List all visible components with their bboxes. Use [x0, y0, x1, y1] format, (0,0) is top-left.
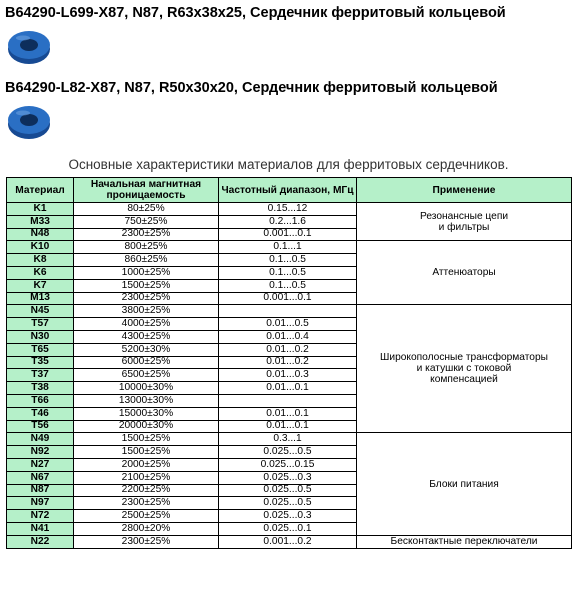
- permeability-cell: 13000±30%: [74, 394, 219, 407]
- material-cell: M13: [7, 292, 74, 305]
- frequency-cell: 0.01...0.2: [219, 356, 357, 369]
- permeability-cell: 800±25%: [74, 241, 219, 254]
- frequency-cell: 0.025...0.5: [219, 446, 357, 459]
- permeability-cell: 4300±25%: [74, 330, 219, 343]
- permeability-cell: 2500±25%: [74, 510, 219, 523]
- frequency-cell: 0.025...0.5: [219, 497, 357, 510]
- frequency-cell: 0.001...0.2: [219, 535, 357, 548]
- material-cell: N72: [7, 510, 74, 523]
- material-cell: N27: [7, 458, 74, 471]
- permeability-cell: 2300±25%: [74, 292, 219, 305]
- permeability-cell: 15000±30%: [74, 407, 219, 420]
- frequency-cell: [219, 394, 357, 407]
- material-cell: N41: [7, 522, 74, 535]
- frequency-cell: 0.1...0.5: [219, 279, 357, 292]
- frequency-cell: 0.01...0.1: [219, 420, 357, 433]
- permeability-cell: 6000±25%: [74, 356, 219, 369]
- frequency-cell: 0.01...0.5: [219, 318, 357, 331]
- material-cell: T65: [7, 343, 74, 356]
- permeability-cell: 2000±25%: [74, 458, 219, 471]
- permeability-cell: 2300±25%: [74, 535, 219, 548]
- material-cell: N97: [7, 497, 74, 510]
- material-cell: N48: [7, 228, 74, 241]
- material-cell: T56: [7, 420, 74, 433]
- permeability-cell: 2200±25%: [74, 484, 219, 497]
- material-cell: N45: [7, 305, 74, 318]
- permeability-cell: 2800±20%: [74, 522, 219, 535]
- permeability-cell: 1500±25%: [74, 279, 219, 292]
- frequency-cell: 0.01...0.1: [219, 382, 357, 395]
- frequency-cell: 0.1...0.5: [219, 266, 357, 279]
- materials-table: [6, 177, 572, 549]
- frequency-cell: 0.001...0.1: [219, 292, 357, 305]
- table-body: [7, 203, 572, 549]
- material-cell: N49: [7, 433, 74, 446]
- permeability-cell: 80±25%: [74, 203, 219, 216]
- ferrite-ring-image: [6, 103, 52, 141]
- frequency-cell: 0.01...0.2: [219, 343, 357, 356]
- permeability-cell: 3800±25%: [74, 305, 219, 318]
- material-cell: N30: [7, 330, 74, 343]
- frequency-cell: 0.2...1.6: [219, 215, 357, 228]
- product-title-1: B64290-L699-X87, N87, R63x38x25, Сердечник ферритовый кольцевой: [5, 5, 506, 21]
- permeability-cell: 1000±25%: [74, 266, 219, 279]
- table-row: [7, 305, 572, 318]
- permeability-cell: 20000±30%: [74, 420, 219, 433]
- frequency-cell: 0.1...1: [219, 241, 357, 254]
- permeability-cell: 1500±25%: [74, 446, 219, 459]
- permeability-cell: 860±25%: [74, 254, 219, 267]
- frequency-cell: 0.025...0.1: [219, 522, 357, 535]
- table-caption: Основные характеристики материалов для ферритовых сердечников.: [68, 157, 509, 172]
- material-cell: T38: [7, 382, 74, 395]
- application-cell: Резонансные цепи и фильтры: [357, 203, 572, 241]
- permeability-cell: 750±25%: [74, 215, 219, 228]
- application-cell: Блоки питания: [357, 433, 572, 535]
- table-row: [7, 203, 572, 216]
- permeability-cell: 5200±30%: [74, 343, 219, 356]
- material-cell: T66: [7, 394, 74, 407]
- material-cell: N92: [7, 446, 74, 459]
- frequency-cell: 0.025...0.3: [219, 471, 357, 484]
- permeability-cell: 6500±25%: [74, 369, 219, 382]
- material-cell: K1: [7, 203, 74, 216]
- permeability-cell: 2100±25%: [74, 471, 219, 484]
- table-row: [7, 433, 572, 446]
- frequency-cell: 0.3...1: [219, 433, 357, 446]
- permeability-cell: 2300±25%: [74, 228, 219, 241]
- frequency-cell: 0.025...0.5: [219, 484, 357, 497]
- material-cell: K6: [7, 266, 74, 279]
- header-permeability: Начальная магнитная проницаемость: [74, 178, 219, 203]
- frequency-cell: 0.01...0.1: [219, 407, 357, 420]
- material-cell: T35: [7, 356, 74, 369]
- material-cell: M33: [7, 215, 74, 228]
- permeability-cell: 4000±25%: [74, 318, 219, 331]
- application-cell: Аттенюаторы: [357, 241, 572, 305]
- frequency-cell: 0.01...0.3: [219, 369, 357, 382]
- frequency-cell: 0.025...0.15: [219, 458, 357, 471]
- product-title-2: B64290-L82-X87, N87, R50x30x20, Сердечник ферритовый кольцевой: [5, 80, 498, 96]
- material-cell: K8: [7, 254, 74, 267]
- permeability-cell: 10000±30%: [74, 382, 219, 395]
- frequency-cell: 0.15...12: [219, 203, 357, 216]
- frequency-cell: 0.025...0.3: [219, 510, 357, 523]
- material-cell: T37: [7, 369, 74, 382]
- material-cell: K7: [7, 279, 74, 292]
- ferrite-ring-image: [6, 28, 52, 66]
- frequency-cell: 0.01...0.4: [219, 330, 357, 343]
- application-cell: Бесконтактные переключатели: [357, 535, 572, 548]
- material-cell: N22: [7, 535, 74, 548]
- material-cell: N67: [7, 471, 74, 484]
- permeability-cell: 1500±25%: [74, 433, 219, 446]
- header-material: Материал: [7, 178, 74, 203]
- header-application: Применение: [357, 178, 572, 203]
- material-cell: T46: [7, 407, 74, 420]
- application-cell: Широкополосные трансформаторы и катушки с токовой компенсацией: [357, 305, 572, 433]
- table-row: [7, 241, 572, 254]
- material-cell: K10: [7, 241, 74, 254]
- material-cell: T57: [7, 318, 74, 331]
- frequency-cell: 0.1...0.5: [219, 254, 357, 267]
- permeability-cell: 2300±25%: [74, 497, 219, 510]
- material-cell: N87: [7, 484, 74, 497]
- table-row: [7, 535, 572, 548]
- frequency-cell: 0.001...0.1: [219, 228, 357, 241]
- frequency-cell: [219, 305, 357, 318]
- header-frequency: Частотный диапазон, МГц: [219, 178, 357, 203]
- table-header-row: [7, 178, 572, 203]
